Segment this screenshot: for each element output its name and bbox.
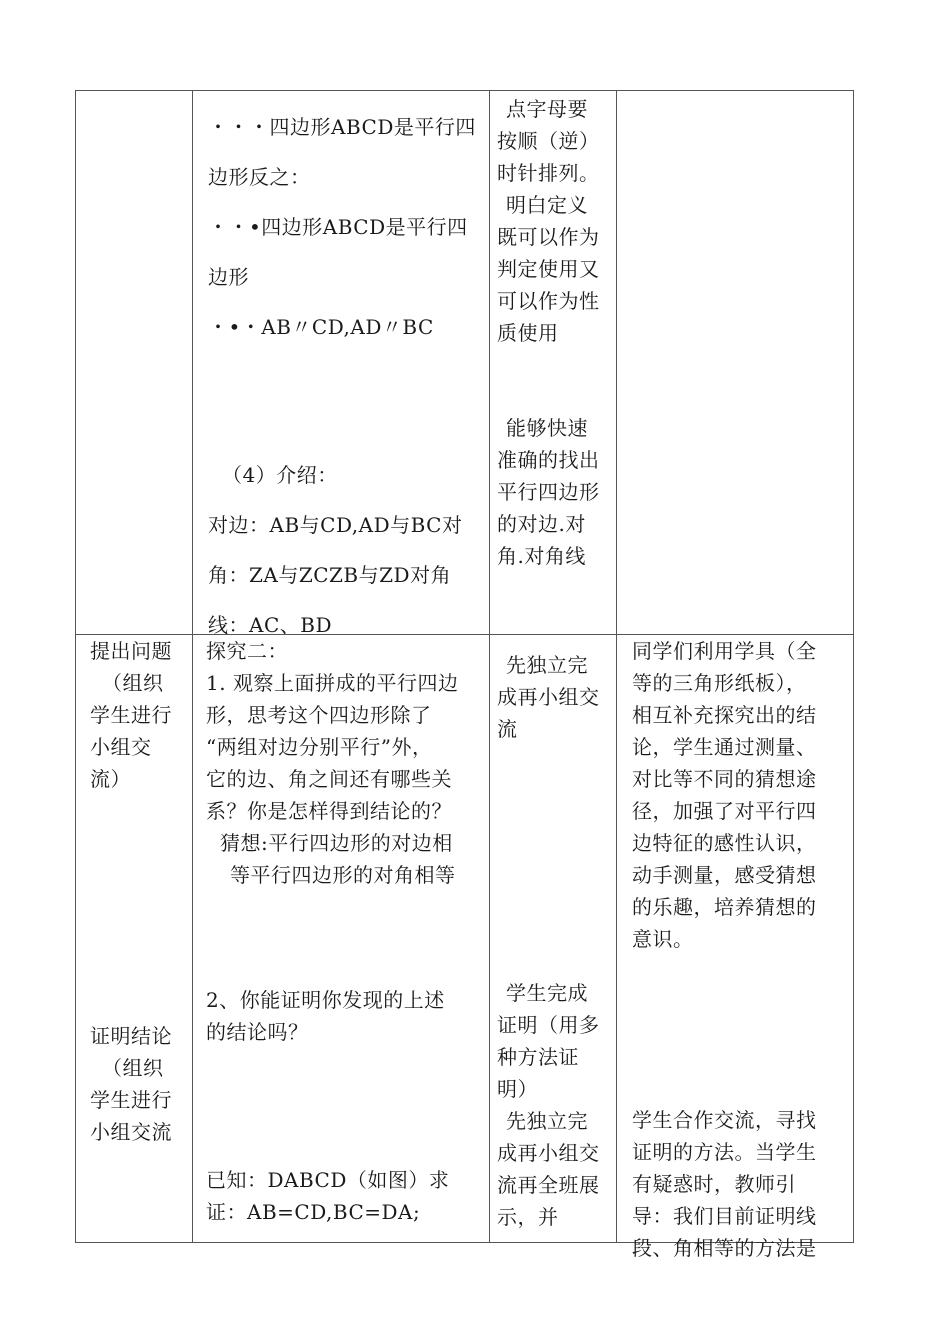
cell-line: 意识。 — [632, 927, 694, 951]
cell-line: 小组交流 — [90, 1120, 172, 1144]
cell-line: （4）介绍： — [222, 463, 338, 487]
cell-line: 导：我们目前证明线 — [632, 1204, 817, 1228]
cell-line: 角：ZA与ZCZB与ZD对角 — [208, 563, 452, 587]
cell-line: 证明结论 — [90, 1024, 172, 1048]
cell-line: 种方法证 — [497, 1045, 579, 1069]
cell-line: 已知：DABCD（如图）求 — [206, 1168, 450, 1192]
cell-line: 径，加强了对平行四 — [632, 799, 817, 823]
lesson-plan-table — [75, 90, 854, 1260]
cell-line: 角.对角线 — [497, 544, 586, 568]
cell-line: 2、你能证明你发现的上述 — [206, 988, 445, 1012]
cell-line: 平行四边形 — [497, 480, 600, 504]
cell-line: 证明的方法。当学生 — [632, 1140, 817, 1164]
cell-line: 能够快速 — [506, 416, 588, 440]
cell-line: 等平行四边形的对角相等 — [230, 863, 456, 887]
cell-line: 时针排列。 — [497, 161, 600, 185]
cell-line: 的结论吗？ — [206, 1020, 309, 1044]
cell-line: 成再小组交 — [497, 1141, 600, 1165]
cell-line: （组织 — [102, 671, 164, 695]
cell-line: 先独立完 — [506, 1109, 588, 1133]
cell-line: 相互补充探究出的结 — [632, 703, 817, 727]
table-row-2 — [76, 635, 853, 1260]
cell-line: 有疑惑时，教师引 — [632, 1172, 796, 1196]
cell-line: 明白定义 — [506, 193, 588, 217]
cell-line: 按顺（逆） — [497, 129, 600, 153]
cell-line: 线：AC、BD — [208, 613, 332, 637]
cell-line: 边形 — [208, 265, 249, 289]
cell-line: 示，并 — [497, 1205, 559, 1229]
cell-line: “两组对边分别平行”外， — [206, 735, 433, 759]
cell-line: 流 — [497, 717, 518, 741]
cell-line: 准确的找出 — [497, 448, 600, 472]
cell-line: 流再全班展 — [497, 1173, 600, 1197]
cell-line: 明） — [497, 1077, 538, 1101]
cell-line: 等的三角形纸板）， — [632, 671, 807, 695]
cell-line: 对边：AB与CD,AD与BC对 — [208, 513, 463, 537]
cell-line: 猜想:平行四边形的对边相 — [220, 831, 453, 855]
cell-line: 段、角相等的方法是 — [632, 1236, 817, 1260]
cell-line: 学生完成 — [506, 981, 588, 1005]
cell-line: 证：AB=CD,BC=DA; — [206, 1200, 421, 1224]
cell-line: 的乐趣，培养猜想的 — [632, 895, 817, 919]
cell-line: 提出问题 — [90, 639, 172, 663]
cell-line: 证明（用多 — [497, 1013, 600, 1037]
cell-line: （组织 — [102, 1056, 164, 1080]
cell-line: 同学们利用学具（全 — [632, 639, 817, 663]
cell-line: 系？你是怎样得到结论的？ — [206, 799, 452, 823]
table-row-1 — [76, 91, 853, 637]
cell-line: 它的边、角之间还有哪些关 — [206, 767, 452, 791]
cell-line: 的对边.对 — [497, 512, 586, 536]
cell-line: 学生进行 — [90, 703, 172, 727]
cell-line: 点字母要 — [506, 97, 588, 121]
cell-line: 质使用 — [497, 321, 559, 345]
cell-line: 1. 观察上面拼成的平行四边 — [206, 671, 459, 695]
cell-line: 论，学生通过测量、 — [632, 735, 817, 759]
cell-line: 小组交 — [90, 735, 152, 759]
cell-line: 动手测量，感受猜想 — [632, 863, 817, 887]
cell-line: 对比等不同的猜想途 — [632, 767, 817, 791]
cell-line: 学生合作交流，寻找 — [632, 1108, 817, 1132]
cell-line: 可以作为性 — [497, 289, 600, 313]
cell-line: ・・・四边形ABCD是平行四 — [208, 115, 476, 139]
cell-line: 边特征的感性认识， — [632, 831, 817, 855]
cell-line: 边形反之： — [208, 165, 311, 189]
cell-line: ・•・AB〃CD,AD〃BC — [208, 315, 434, 339]
cell-line: 先独立完 — [506, 653, 588, 677]
cell-line: 流） — [90, 767, 131, 791]
cell-line: 成再小组交 — [497, 685, 600, 709]
cell-line: 形，思考这个四边形除了 — [206, 703, 432, 727]
cell-line: 探究二： — [206, 639, 288, 663]
cell-line: ・・•四边形ABCD是平行四 — [208, 215, 468, 239]
cell-line: 学生进行 — [90, 1088, 172, 1112]
cell-line: 既可以作为 — [497, 225, 600, 249]
cell-line: 判定使用又 — [497, 257, 600, 281]
